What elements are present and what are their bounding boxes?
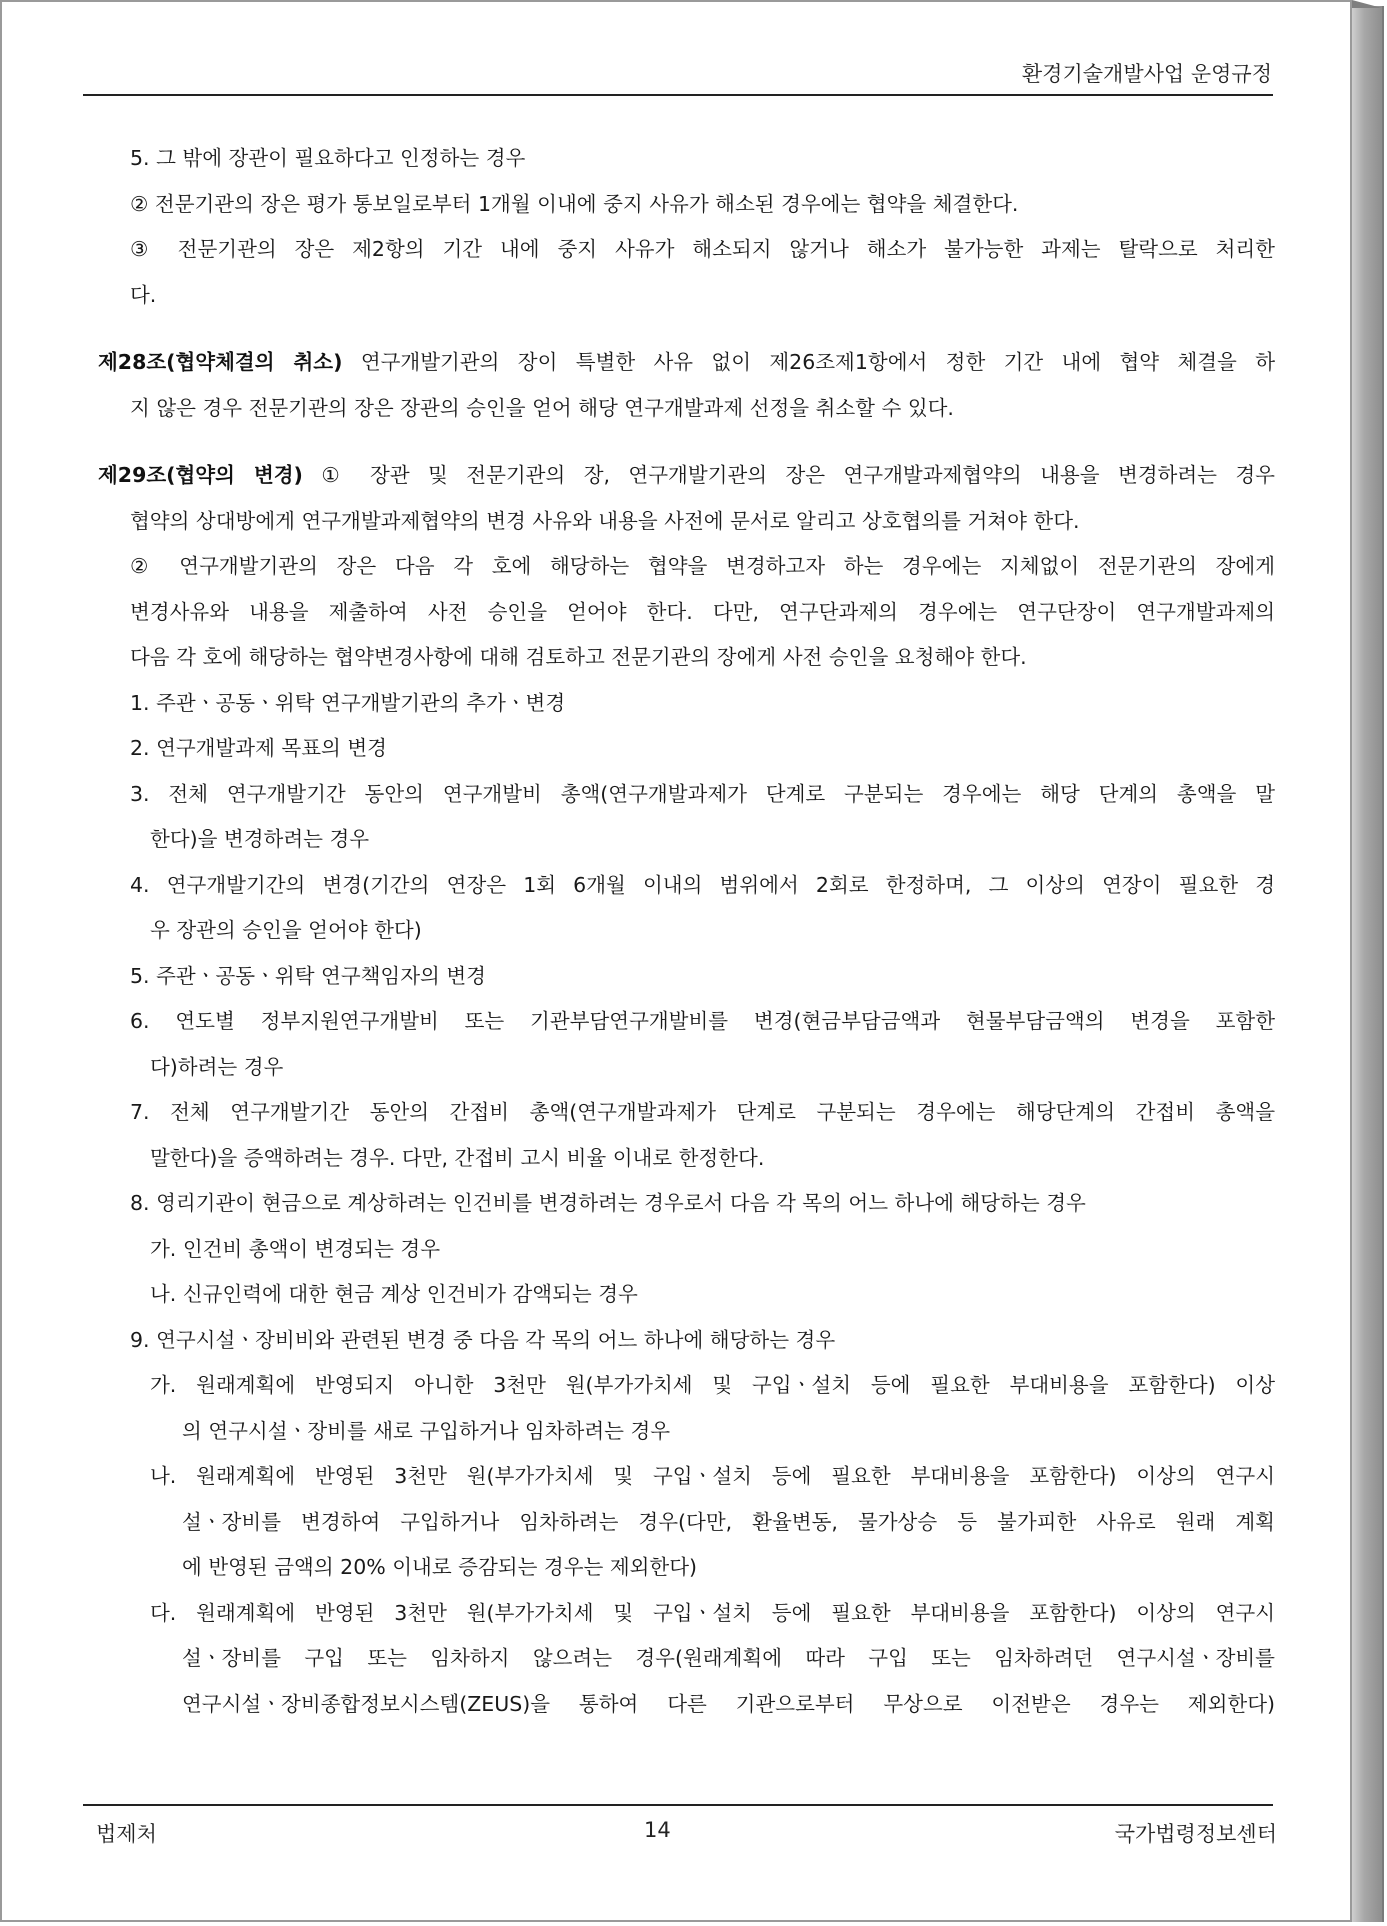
article-28 (98, 340, 1275, 386)
page-edge-shadow (1352, 6, 1384, 1922)
article-29-title: 제29조(협약의 변경) (98, 463, 303, 487)
sub-item-9-da: 다. 원래계획에 반영된 3천만 원(부가가치세 및 구입ㆍ설치 등에 필요한 부대비용을 포함한다) 이상의 연구시 (150, 1600, 1275, 1625)
list-item-7: 7. 전체 연구개발기간 동안의 간접비 총액(연구개발과제가 단계로 구분되는 경우에는 해당단계의 간접비 총액을 (130, 1100, 1275, 1124)
article-28-title: 제28조(협약체결의 취소) (98, 350, 343, 374)
list-item-9: 9. 연구시설ㆍ장비비와 관련된 변경 중 다음 각 목의 어느 하나에 해당하는 경우 (130, 1327, 836, 1352)
sub-item-9-na-cont2: 에 반영된 금액의 20% 이내로 증감되는 경우는 제외한다) (182, 1555, 698, 1579)
article-29-clause-2-cont: 변경사유와 내용을 제출하여 사전 승인을 얻어야 한다. 다만, 연구단과제의 경우에는 연구단장이 연구개발과제의 (130, 599, 1275, 624)
page-number: 14 (644, 1818, 671, 1842)
list-item-5: 5. 주관ㆍ공동ㆍ위탁 연구책임자의 변경 (130, 963, 486, 988)
sub-item-9-da-cont: 설ㆍ장비를 구입 또는 임차하지 않으려는 경우(원래계획에 따라 구입 또는 임차하려던 연구시설ㆍ장비를 (182, 1646, 1275, 1670)
footer-rule (83, 1804, 1273, 1806)
page-corner-curl (1352, 0, 1382, 8)
article-29-cont: 협약의 상대방에게 연구개발과제협약의 변경 사유와 내용을 사전에 문서로 알리고 상호협의를 거쳐야 한다. (130, 508, 1080, 533)
sub-item-9-ga: 가. 원래계획에 반영되지 아니한 3천만 원(부가가치세 및 구입ㆍ설치 등에 필요한 부대비용을 포함한다) 이상 (150, 1373, 1275, 1397)
footer-source: 국가법령정보센터 (1114, 1822, 1277, 1846)
list-item-6: 6. 연도별 정부지원연구개발비 또는 기관부담연구개발비를 변경(현금부담금액과 현물부담금액의 변경을 포함한 (130, 1009, 1275, 1033)
sub-item-9-da-cont2: 연구시설ㆍ장비종합정보시스템(ZEUS)을 통하여 다른 기관으로부터 무상으로 이전받은 경우는 제외한다) (182, 1691, 1275, 1716)
list-item-7-cont: 말한다)을 증액하려는 경우. 다만, 간접비 고시 비율 이내로 한정한다. (150, 1145, 765, 1170)
list-item-3-cont: 한다)을 변경하려는 경우 (150, 827, 370, 851)
running-header: 환경기술개발사업 운영규정 (1021, 62, 1272, 86)
list-item-3: 3. 전체 연구개발기간 동안의 연구개발비 총액(연구개발과제가 단계로 구분되는 경우에는 해당 단계의 총액을 말 (130, 781, 1275, 806)
clause-2: ② 전문기관의 장은 평가 통보일로부터 1개월 이내에 중지 사유가 해소된 경우에는 협약을 체결한다. (130, 191, 1019, 216)
item-5: 5. 그 밖에 장관이 필요하다고 인정하는 경우 (130, 146, 526, 170)
header-rule (83, 94, 1273, 96)
article-29 (98, 453, 1275, 499)
sub-item-9-na-cont: 설ㆍ장비를 변경하여 구입하거나 임차하려는 경우(다만, 환율변동, 물가상승 등 불가피한 사유로 원래 계획 (182, 1509, 1275, 1534)
list-item-2: 2. 연구개발과제 목표의 변경 (130, 736, 387, 760)
list-item-4-cont: 우 장관의 승인을 얻어야 한다) (150, 918, 422, 942)
clause-3: ③ 전문기관의 장은 제2항의 기간 내에 중지 사유가 해소되지 않거나 해소가 불가능한 과제는 탈락으로 처리한 (130, 237, 1275, 261)
sub-item-9-ga-cont: 의 연구시설ㆍ장비를 새로 구입하거나 임차하려는 경우 (182, 1418, 671, 1443)
article-29-clause-2: ② 연구개발기관의 장은 다음 각 호에 해당하는 협약을 변경하고자 하는 경우에는 지체없이 전문기관의 장에게 (130, 554, 1275, 578)
sub-item-8-na: 나. 신규인력에 대한 현금 계상 인건비가 감액되는 경우 (150, 1282, 638, 1306)
article-28-cont: 지 않은 경우 전문기관의 장은 장관의 승인을 얻어 해당 연구개발과제 선정을 취소할 수 있다. (130, 395, 954, 420)
sub-item-8-ga: 가. 인건비 총액이 변경되는 경우 (150, 1236, 441, 1261)
footer-publisher: 법제처 (96, 1822, 157, 1846)
article-28-text: 연구개발기관의 장이 특별한 사유 없이 제26조제1항에서 정한 기간 내에 협약 체결을 하 (360, 350, 1275, 374)
article-29-text: ① 장관 및 전문기관의 장, 연구개발기관의 장은 연구개발과제협약의 내용을 변경하려는 경우 (321, 463, 1275, 487)
clause-3-cont: 다. (130, 282, 157, 307)
list-item-4: 4. 연구개발기간의 변경(기간의 연장은 1회 6개월 이내의 범위에서 2회로 한정하며, 그 이상의 연장이 필요한 경 (130, 872, 1275, 897)
sub-item-9-na: 나. 원래계획에 반영된 3천만 원(부가가치세 및 구입ㆍ설치 등에 필요한 부대비용을 포함한다) 이상의 연구시 (150, 1464, 1275, 1488)
document-body (100, 136, 1275, 1727)
article-29-clause-2-cont2: 다음 각 호에 해당하는 협약변경사항에 대해 검토하고 전문기관의 장에게 사전 승인을 요청해야 한다. (130, 645, 1027, 669)
list-item-1: 1. 주관ㆍ공동ㆍ위탁 연구개발기관의 추가ㆍ변경 (130, 690, 566, 715)
list-item-8: 8. 영리기관이 현금으로 계상하려는 인건비를 변경하려는 경우로서 다음 각 목의 어느 하나에 해당하는 경우 (130, 1191, 1086, 1215)
list-item-6-cont: 다)하려는 경우 (150, 1054, 284, 1079)
